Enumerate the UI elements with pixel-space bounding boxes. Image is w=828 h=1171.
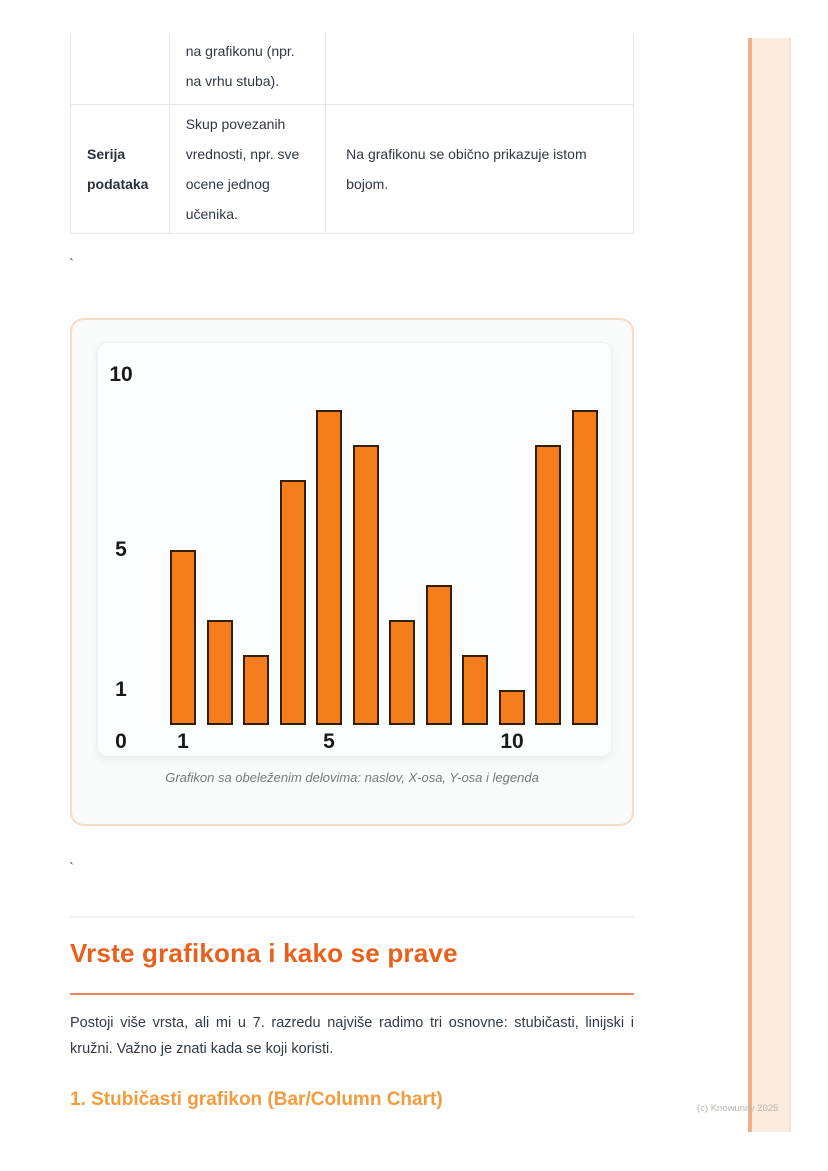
x-axis-tick-label: 1 [177, 730, 189, 753]
y-axis-tick-label: 1 [115, 678, 127, 701]
definition-text: Skup povezanih vrednosti, npr. sve ocene jednog učenika. [185, 116, 300, 222]
x-axis-tick-label: 10 [500, 730, 524, 753]
body-paragraph: Postoji više vrsta, ali mi u 7. razredu najviše radimo tri osnovne: stubičasti, linijski i kružni. Važno je znati kada se koji koristi. [70, 1015, 634, 1057]
origin-label: 0 [115, 730, 127, 753]
table-cell-note [325, 105, 633, 233]
bar [462, 655, 488, 725]
definition-text: na grafikonu (npr. na vrhu stuba). [185, 43, 295, 89]
term-text: Serija podataka [87, 146, 149, 192]
table-row [71, 104, 633, 233]
bar [316, 410, 342, 725]
stray-backtick: ` [69, 256, 74, 273]
bar [353, 445, 379, 725]
chart-figure-container [70, 318, 634, 826]
bar [280, 480, 306, 725]
subsection-heading: 1. Stubičasti grafikon (Bar/Column Chart) [70, 1089, 443, 1110]
bar-chart-card [97, 342, 612, 757]
copyright-text: (c) Knowunity 2025 [697, 1103, 779, 1114]
bar [535, 445, 561, 725]
table-cell-note [325, 33, 633, 104]
bar [207, 620, 233, 725]
y-axis-tick-label: 10 [109, 363, 133, 386]
x-axis-tick-label: 5 [323, 730, 335, 753]
bar [389, 620, 415, 725]
table-cell-definition [169, 33, 325, 104]
heading-underline [70, 993, 634, 995]
stray-backtick: ` [69, 860, 74, 877]
y-axis-tick-label: 5 [115, 538, 127, 561]
bar [170, 550, 196, 725]
table-cell-definition [169, 105, 325, 233]
figure-caption: Grafikon sa obeleženim delovima: naslov, X-osa, Y-osa i legenda [165, 770, 539, 785]
page-edge-stripe [748, 38, 791, 1132]
bar [426, 585, 452, 725]
bar [243, 655, 269, 725]
bar [572, 410, 598, 725]
table-cell-term [71, 105, 169, 233]
bar [499, 690, 525, 725]
section-heading: Vrste grafikona i kako se prave [70, 938, 458, 968]
section-divider [70, 916, 634, 918]
table-cell-term [71, 33, 169, 104]
definition-table [70, 33, 634, 234]
note-text: Na grafikonu se obično prikazuje istom bojom. [346, 146, 587, 192]
bar-plot [98, 343, 611, 756]
table-row [71, 33, 633, 104]
